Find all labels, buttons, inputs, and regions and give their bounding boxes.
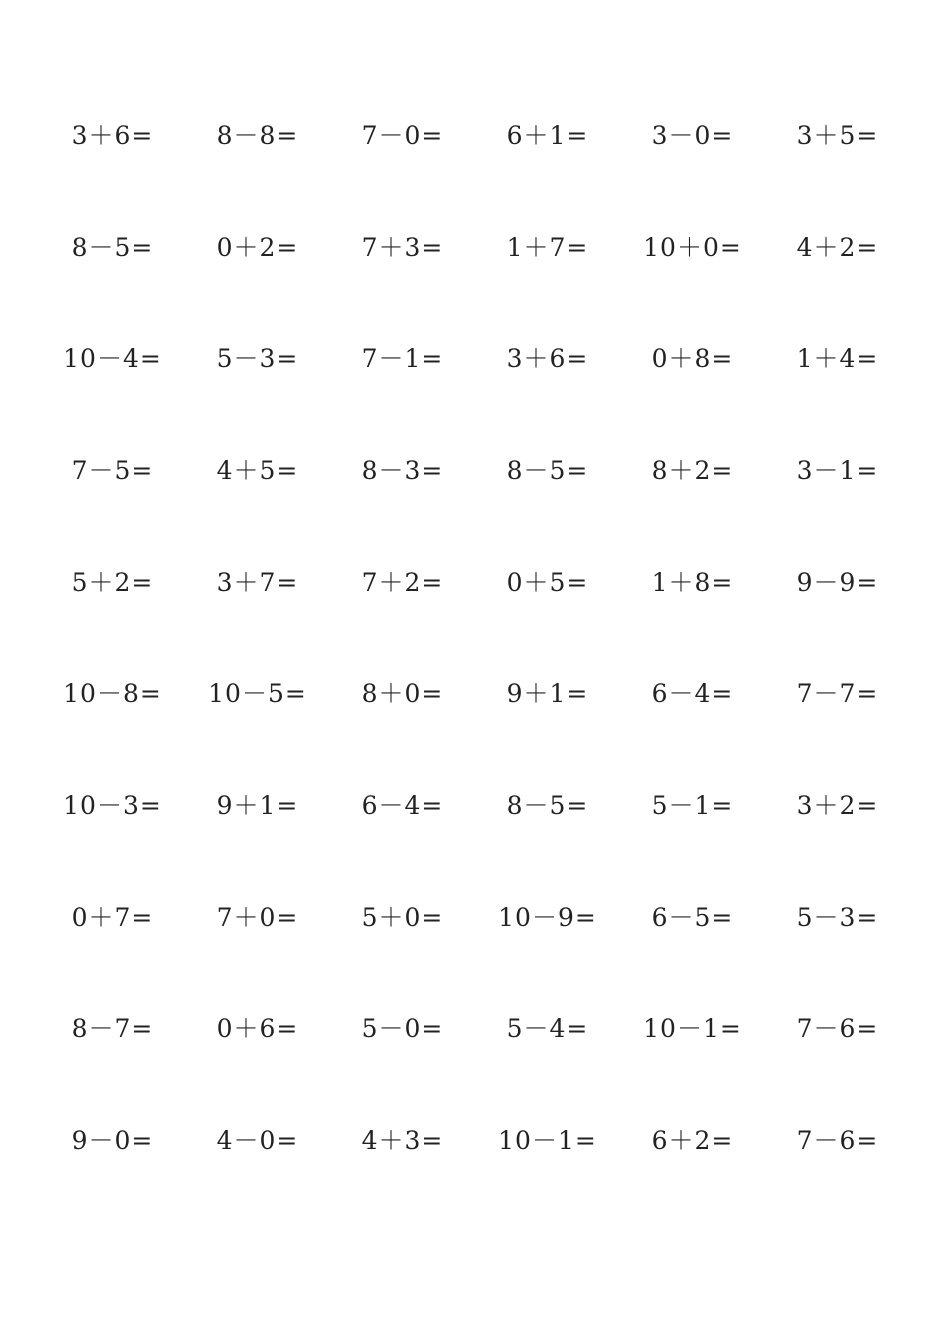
arithmetic-problem: 4＋2= [796, 232, 879, 262]
arithmetic-problem: 7－6= [796, 1126, 879, 1156]
arithmetic-problem: 5＋0= [361, 902, 444, 932]
arithmetic-problem: 9＋1= [216, 790, 299, 820]
arithmetic-problem: 10－4= [63, 344, 162, 374]
problem-row [40, 413, 910, 525]
arithmetic-problem: 10－3= [63, 790, 162, 820]
arithmetic-problem: 9－9= [796, 567, 879, 597]
arithmetic-problem: 10＋0= [643, 232, 742, 262]
arithmetic-problem: 10－5= [208, 679, 307, 709]
arithmetic-problem: 0＋7= [71, 902, 154, 932]
arithmetic-problem: 10－1= [498, 1126, 597, 1156]
worksheet-grid [40, 78, 910, 1195]
arithmetic-problem: 7＋2= [361, 567, 444, 597]
arithmetic-problem: 6－4= [651, 679, 734, 709]
arithmetic-problem: 0＋2= [216, 232, 299, 262]
problem-row [40, 525, 910, 637]
arithmetic-problem: 4＋5= [216, 455, 299, 485]
arithmetic-problem: 5－0= [361, 1014, 444, 1044]
arithmetic-problem: 5－4= [506, 1014, 589, 1044]
arithmetic-problem: 8－5= [506, 790, 589, 820]
arithmetic-problem: 7＋0= [216, 902, 299, 932]
arithmetic-problem: 5＋2= [71, 567, 154, 597]
arithmetic-problem: 8－7= [71, 1014, 154, 1044]
arithmetic-problem: 8－3= [361, 455, 444, 485]
arithmetic-problem: 5－3= [796, 902, 879, 932]
arithmetic-problem: 6－4= [361, 790, 444, 820]
arithmetic-problem: 6＋1= [506, 120, 589, 150]
arithmetic-problem: 10－8= [63, 679, 162, 709]
arithmetic-problem: 7－5= [71, 455, 154, 485]
arithmetic-problem: 7－0= [361, 120, 444, 150]
arithmetic-problem: 3＋2= [796, 790, 879, 820]
problem-row [40, 78, 910, 190]
arithmetic-problem: 1＋8= [651, 567, 734, 597]
arithmetic-problem: 7－1= [361, 344, 444, 374]
arithmetic-problem: 7＋3= [361, 232, 444, 262]
problem-row [40, 748, 910, 860]
arithmetic-problem: 3＋7= [216, 567, 299, 597]
arithmetic-problem: 8－8= [216, 120, 299, 150]
arithmetic-problem: 3－0= [651, 120, 734, 150]
arithmetic-problem: 8－5= [71, 232, 154, 262]
arithmetic-problem: 7－7= [796, 679, 879, 709]
problem-row [40, 860, 910, 972]
arithmetic-problem: 0＋6= [216, 1014, 299, 1044]
arithmetic-problem: 6＋2= [651, 1126, 734, 1156]
arithmetic-problem: 4－0= [216, 1126, 299, 1156]
arithmetic-problem: 1＋4= [796, 344, 879, 374]
arithmetic-problem: 3－1= [796, 455, 879, 485]
arithmetic-problem: 4＋3= [361, 1126, 444, 1156]
arithmetic-problem: 8－5= [506, 455, 589, 485]
arithmetic-problem: 5－3= [216, 344, 299, 374]
arithmetic-problem: 5－1= [651, 790, 734, 820]
arithmetic-problem: 6－5= [651, 902, 734, 932]
arithmetic-problem: 3＋6= [71, 120, 154, 150]
arithmetic-problem: 9＋1= [506, 679, 589, 709]
arithmetic-problem: 9－0= [71, 1126, 154, 1156]
problem-row [40, 190, 910, 302]
problem-row [40, 301, 910, 413]
problem-row [40, 1083, 910, 1195]
problem-row [40, 972, 910, 1084]
arithmetic-problem: 1＋7= [506, 232, 589, 262]
arithmetic-problem: 10－1= [643, 1014, 742, 1044]
problem-row [40, 636, 910, 748]
arithmetic-problem: 10－9= [498, 902, 597, 932]
arithmetic-problem: 0＋5= [506, 567, 589, 597]
arithmetic-problem: 3＋5= [796, 120, 879, 150]
arithmetic-problem: 8＋0= [361, 679, 444, 709]
arithmetic-problem: 8＋2= [651, 455, 734, 485]
arithmetic-problem: 0＋8= [651, 344, 734, 374]
arithmetic-problem: 3＋6= [506, 344, 589, 374]
arithmetic-problem: 7－6= [796, 1014, 879, 1044]
